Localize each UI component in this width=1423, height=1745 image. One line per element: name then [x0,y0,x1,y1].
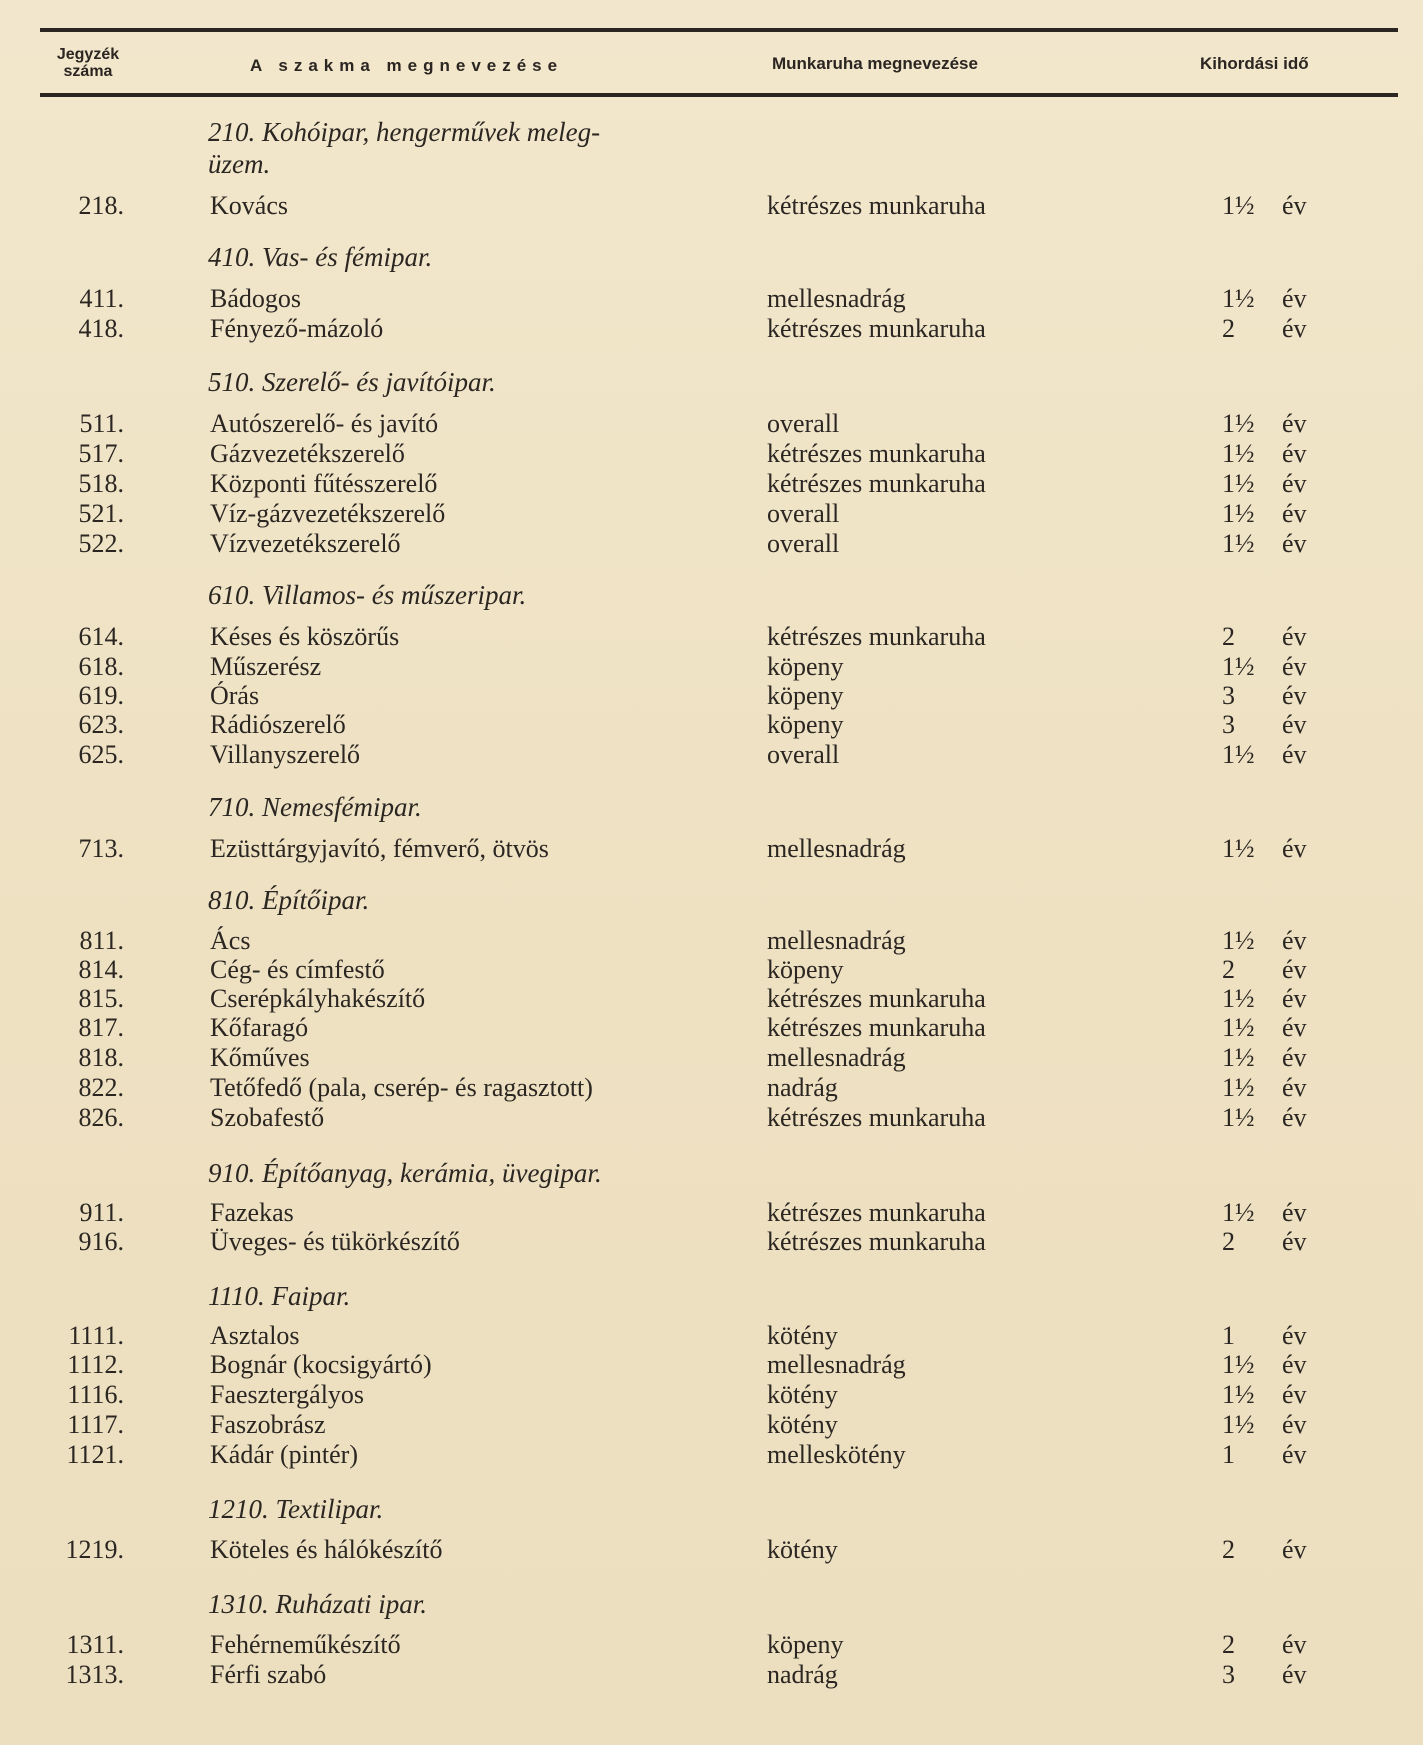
table-row [0,834,1423,864]
row-unit: év [1282,1321,1307,1350]
row-unit: év [1282,652,1307,681]
section-title: 1110. Faipar. [208,1281,351,1311]
row-unit: év [1282,314,1307,343]
row-clothing: overall [767,529,840,558]
table-row [0,955,1423,985]
row-quantity: 1½ [1222,834,1255,863]
row-number: 1313. [65,1660,124,1689]
table-row [0,284,1423,314]
row-quantity: 1½ [1222,284,1255,313]
row-trade: Gázvezetékszerelő [210,439,405,468]
row-clothing: kétrészes munkaruha [767,984,986,1013]
row-trade: Fehérneműkészítő [210,1630,401,1659]
row-unit: év [1282,439,1307,468]
header-number-line2: száma [63,63,113,80]
row-clothing: mellesnadrág [767,284,906,313]
row-number: 818. [78,1043,124,1072]
section-title-continued: üzem. [208,149,271,179]
row-clothing: kétrészes munkaruha [767,622,986,651]
row-unit: év [1282,1350,1307,1379]
table-row [0,1630,1423,1660]
row-clothing: kétrészes munkaruha [767,191,986,220]
table-row [0,984,1423,1014]
row-unit: év [1282,1660,1307,1689]
section-title: 810. Építőipar. [208,885,370,915]
row-clothing: overall [767,499,840,528]
row-unit: év [1282,926,1307,955]
row-unit: év [1282,1380,1307,1409]
row-clothing: overall [767,740,840,769]
row-number: 826. [78,1103,124,1132]
row-unit: év [1282,1227,1307,1256]
row-quantity: 1½ [1222,1073,1255,1102]
table-row [0,1440,1423,1470]
row-trade: Köteles és hálókészítő [210,1535,443,1564]
row-quantity: 2 [1222,1535,1235,1564]
row-clothing: kötény [767,1535,838,1564]
row-trade: Műszerész [210,652,322,681]
row-trade: Cég- és címfestő [210,955,385,984]
row-quantity: 2 [1222,314,1235,343]
row-number: 1116. [67,1380,124,1409]
row-trade: Fazekas [210,1198,294,1227]
row-trade: Villanyszerelő [210,740,361,769]
row-number: 218. [78,191,124,220]
table-row [0,409,1423,439]
row-trade: Rádiószerelő [210,710,346,739]
row-clothing: kötény [767,1380,838,1409]
row-number: 815. [78,984,124,1013]
row-unit: év [1282,710,1307,739]
row-number: 811. [79,926,124,955]
row-clothing: kétrészes munkaruha [767,439,986,468]
table-row [0,1321,1423,1351]
row-trade: Tetőfedő (pala, cserép- és ragasztott) [210,1073,593,1102]
row-clothing: overall [767,409,840,438]
row-quantity: 1½ [1222,1350,1255,1379]
row-quantity: 2 [1222,1227,1235,1256]
row-number: 817. [78,1013,124,1042]
row-trade: Kádár (pintér) [210,1440,358,1469]
row-quantity: 1½ [1222,926,1255,955]
row-number: 1121. [66,1440,124,1469]
section-title: 410. Vas- és fémipar. [208,242,433,272]
row-trade: Kőműves [210,1043,310,1072]
row-quantity: 1½ [1222,1380,1255,1409]
table-row [0,314,1423,344]
row-quantity: 1½ [1222,409,1255,438]
row-trade: Víz-gázvezetékszerelő [210,499,446,528]
row-unit: év [1282,1103,1307,1132]
row-number: 623. [78,710,124,739]
row-unit: év [1282,1013,1307,1042]
section-title: 1310. Ruházati ipar. [208,1589,428,1619]
row-number: 1111. [68,1321,124,1350]
row-number: 822. [78,1073,124,1102]
row-unit: év [1282,1440,1307,1469]
row-quantity: 1½ [1222,469,1255,498]
row-quantity: 1½ [1222,1013,1255,1042]
table-row [0,1227,1423,1257]
row-number: 1311. [66,1630,124,1659]
section-title: 910. Építőanyag, kerámia, üvegipar. [208,1158,602,1188]
row-clothing: kötény [767,1410,838,1439]
row-trade: Ezüsttárgyjavító, fémverő, ötvös [210,834,549,863]
row-number: 713. [78,834,124,863]
row-number: 517. [78,439,124,468]
row-number: 618. [78,652,124,681]
table-row [0,1043,1423,1073]
row-trade: Vízvezetékszerelő [210,529,401,558]
section-title: 610. Villamos- és műszeripar. [208,580,527,610]
table-row [0,740,1423,770]
row-trade: Késes és köszörűs [210,622,400,651]
row-unit: év [1282,1073,1307,1102]
row-quantity: 1½ [1222,1043,1255,1072]
section-title: 510. Szerelő- és javítóipar. [208,367,496,397]
row-unit: év [1282,955,1307,984]
table-row [0,1660,1423,1690]
row-clothing: kétrészes munkaruha [767,1198,986,1227]
row-trade: Kovács [210,191,288,220]
section-title: 210. Kohóipar, hengerművek meleg- [208,117,601,147]
row-clothing: kétrészes munkaruha [767,1013,986,1042]
table-row [0,1410,1423,1440]
row-quantity: 1½ [1222,1198,1255,1227]
table-row [0,529,1423,559]
row-number: 511. [79,409,124,438]
row-number: 911. [79,1198,124,1227]
row-trade: Bognár (kocsigyártó) [210,1350,432,1379]
row-clothing: kétrészes munkaruha [767,314,986,343]
row-trade: Autószerelő- és javító [210,409,439,438]
row-trade: Ács [210,926,251,955]
section-title: 1210. Textilipar. [208,1494,384,1524]
table-row [0,1380,1423,1410]
row-trade: Üveges- és tükörkészítő [210,1227,460,1256]
row-quantity: 1 [1222,1440,1235,1469]
table-row [0,622,1423,652]
header-time-column: Kihordási idő [1200,54,1309,73]
row-clothing: köpeny [767,652,844,681]
row-unit: év [1282,740,1307,769]
row-number: 521. [78,499,124,528]
row-clothing: kétrészes munkaruha [767,469,986,498]
row-trade: Kőfaragó [210,1013,309,1042]
row-number: 614. [78,622,124,651]
row-trade: Asztalos [210,1321,300,1350]
row-quantity: 3 [1222,681,1235,710]
row-number: 1117. [67,1410,124,1439]
row-quantity: 1 [1222,1321,1235,1350]
table-row [0,1073,1423,1103]
row-quantity: 3 [1222,1660,1235,1689]
row-unit: év [1282,499,1307,528]
row-quantity: 1½ [1222,1410,1255,1439]
row-quantity: 3 [1222,710,1235,739]
row-number: 518. [78,469,124,498]
row-unit: év [1282,191,1307,220]
table-row [0,1013,1423,1043]
row-number: 814. [78,955,124,984]
row-quantity: 1½ [1222,499,1255,528]
table-row [0,1535,1423,1565]
row-unit: év [1282,681,1307,710]
row-unit: év [1282,834,1307,863]
row-trade: Órás [210,681,260,710]
row-unit: év [1282,1535,1307,1564]
row-clothing: kötény [767,1321,838,1350]
table-row [0,926,1423,956]
row-clothing: kétrészes munkaruha [767,1103,986,1132]
row-clothing: köpeny [767,681,844,710]
table-row [0,499,1423,529]
row-unit: év [1282,1198,1307,1227]
row-quantity: 2 [1222,1630,1235,1659]
row-trade: Szobafestő [210,1103,325,1132]
header-clothing-column: Munkaruha megnevezése [772,54,978,73]
row-clothing: mellesnadrág [767,834,906,863]
row-number: 522. [78,529,124,558]
table-row [0,681,1423,711]
row-quantity: 1½ [1222,740,1255,769]
row-quantity: 1½ [1222,529,1255,558]
row-quantity: 1½ [1222,984,1255,1013]
row-unit: év [1282,1410,1307,1439]
table-row [0,1350,1423,1380]
row-number: 411. [79,284,124,313]
section-title: 710. Nemesfémipar. [208,792,422,822]
table-row [0,191,1423,221]
row-quantity: 1½ [1222,439,1255,468]
row-number: 625. [78,740,124,769]
row-trade: Fényező-mázoló [210,314,384,343]
table-row [0,1198,1423,1228]
row-quantity: 1½ [1222,652,1255,681]
row-trade: Cserépkályhakészítő [210,984,426,1013]
row-trade: Férfi szabó [210,1660,327,1689]
row-quantity: 2 [1222,955,1235,984]
row-unit: év [1282,409,1307,438]
row-unit: év [1282,1043,1307,1072]
table-row [0,710,1423,740]
row-number: 1219. [65,1535,124,1564]
row-trade: Központi fűtésszerelő [210,469,438,498]
row-clothing: kétrészes munkaruha [767,1227,986,1256]
table-row [0,1103,1423,1133]
row-quantity: 1½ [1222,1103,1255,1132]
row-unit: év [1282,529,1307,558]
row-clothing: mellesnadrág [767,1350,906,1379]
row-unit: év [1282,469,1307,498]
header-trade-column: A szakma megnevezése [250,56,564,75]
row-clothing: köpeny [767,710,844,739]
row-unit: év [1282,984,1307,1013]
row-clothing: mellesnadrág [767,1043,906,1072]
table-row [0,439,1423,469]
table-row [0,652,1423,682]
row-number: 916. [78,1227,124,1256]
row-trade: Faszobrász [210,1410,326,1439]
row-trade: Faesztergályos [210,1380,365,1409]
row-clothing: nadrág [767,1073,838,1102]
row-clothing: köpeny [767,955,844,984]
row-clothing: nadrág [767,1660,838,1689]
row-number: 619. [78,681,124,710]
row-clothing: köpeny [767,1630,844,1659]
row-clothing: mellesnadrág [767,926,906,955]
row-quantity: 2 [1222,622,1235,651]
table-row [0,469,1423,499]
row-clothing: melleskötény [767,1440,906,1469]
row-number: 1112. [67,1350,124,1379]
header-number-line1: Jegyzék [56,46,120,63]
row-quantity: 1½ [1222,191,1255,220]
row-unit: év [1282,284,1307,313]
row-unit: év [1282,1630,1307,1659]
row-unit: év [1282,622,1307,651]
row-number: 418. [78,314,124,343]
row-trade: Bádogos [210,284,301,313]
